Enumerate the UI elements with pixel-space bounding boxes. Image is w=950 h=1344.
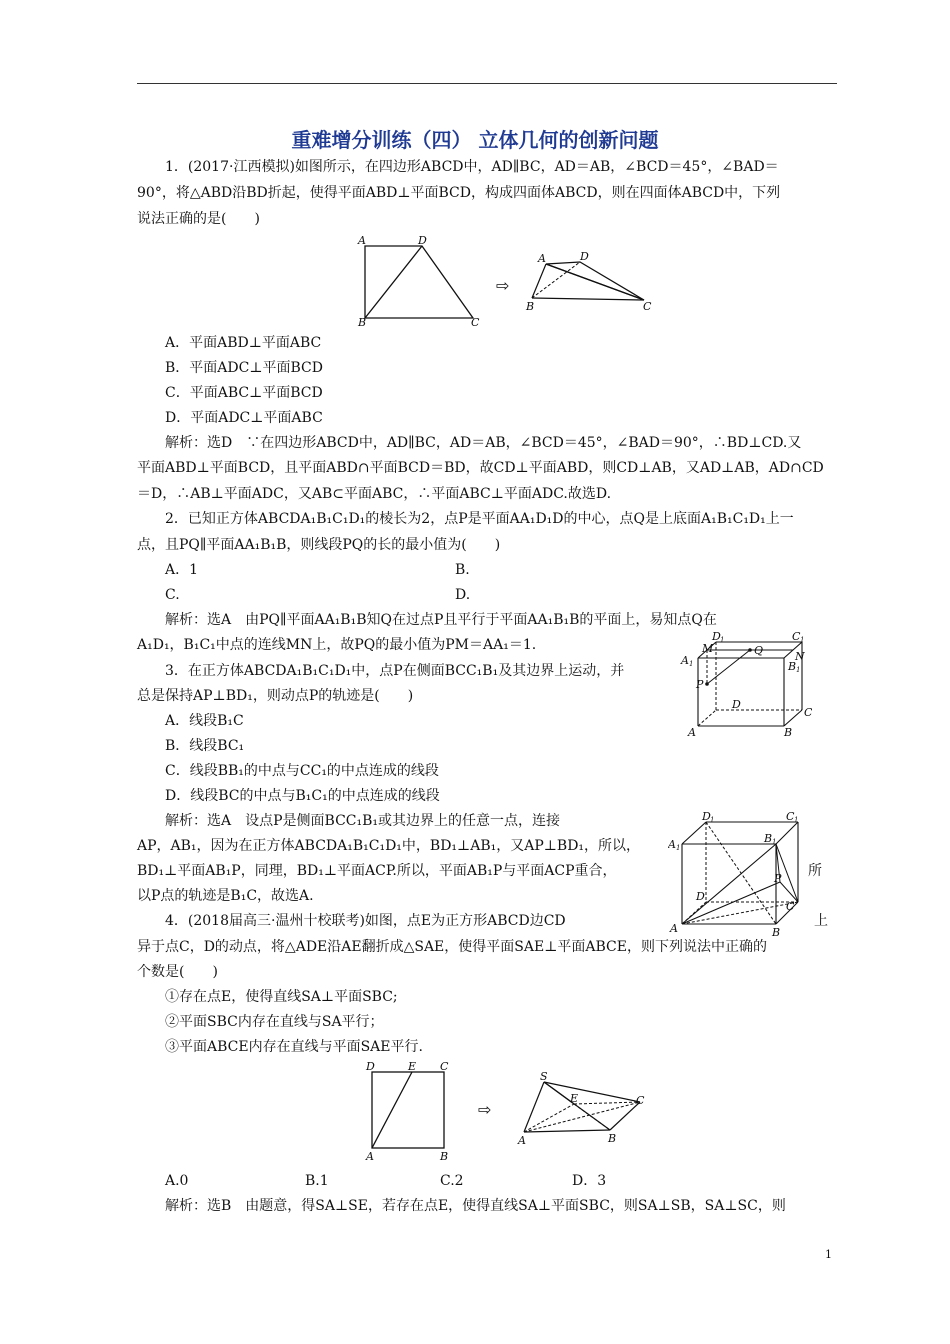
p1-line1: 1．(2017·江西模拟)如图所示，在四边形ABCD中，AD∥BC，AD＝AB，∠BCD＝45°，∠BAD＝ bbox=[165, 159, 779, 175]
p4-item-1: ①存在点E，使得直线SA⊥平面SBC; bbox=[165, 989, 398, 1005]
p3-line2: 总是保持AP⊥BD₁，则动点P的轨迹是( ) bbox=[137, 688, 414, 704]
p3-option-a: A．线段B₁C bbox=[165, 713, 244, 729]
p3-solution-line4: 以P点的轨迹是B₁C，故选A. bbox=[137, 888, 314, 904]
p4-line3: 个数是( ) bbox=[137, 964, 218, 980]
svg-text:D: D bbox=[366, 1060, 375, 1073]
svg-text:A: A bbox=[688, 726, 696, 739]
svg-text:B: B bbox=[788, 660, 797, 673]
p4-option-a: A.0 bbox=[165, 1173, 189, 1189]
svg-text:B: B bbox=[526, 300, 535, 313]
figure-3-cube bbox=[668, 810, 808, 940]
p1-line2: 90°，将△ABD沿BD折起，使得平面ABD⊥平面BCD，构成四面体ABCD，则在四面体ABCD中，下列 bbox=[137, 185, 781, 201]
p2-option-a: A．1 bbox=[165, 562, 199, 578]
svg-text:C: C bbox=[786, 810, 795, 823]
arrow-icon: ⇨ bbox=[478, 1100, 492, 1119]
svg-text:N: N bbox=[795, 650, 805, 663]
svg-text:A: A bbox=[670, 922, 678, 935]
svg-text:D: D bbox=[712, 630, 721, 643]
p4-option-b: B.1 bbox=[305, 1173, 329, 1189]
svg-text:D: D bbox=[702, 810, 711, 823]
svg-text:D: D bbox=[732, 698, 741, 711]
svg-text:A: A bbox=[668, 838, 676, 851]
svg-text:1: 1 bbox=[800, 636, 805, 644]
svg-text:1: 1 bbox=[720, 636, 725, 644]
svg-text:B: B bbox=[358, 316, 367, 328]
svg-text:M: M bbox=[702, 642, 714, 655]
svg-text:C: C bbox=[471, 316, 480, 328]
svg-text:A: A bbox=[538, 252, 546, 265]
svg-text:1: 1 bbox=[676, 844, 681, 852]
figure-4-square bbox=[362, 1060, 458, 1164]
p1-solution-line1: 解析：选D ∵在四边形ABCD中，AD∥BC，AD＝AB，∠BCD＝45°，∠BAD＝90°，∴BD⊥CD.又 bbox=[165, 435, 802, 451]
p4-option-d: D．3 bbox=[572, 1173, 607, 1189]
p2-option-d: D. bbox=[455, 587, 471, 603]
svg-text:C: C bbox=[636, 1094, 645, 1107]
svg-text:C: C bbox=[643, 300, 652, 313]
p3-option-c: C．线段BB₁的中点与CC₁的中点连成的线段 bbox=[165, 763, 439, 779]
p3-solution-line3: BD₁⊥平面AB₁P，同理，BD₁⊥平面ACP.所以，平面AB₁P与平面ACP重合， bbox=[137, 863, 617, 879]
page-title: 重难增分训练（四） 立体几何的创新问题 bbox=[291, 128, 659, 152]
header-rule bbox=[137, 83, 837, 84]
svg-text:D: D bbox=[580, 250, 589, 263]
svg-text:1: 1 bbox=[772, 838, 777, 846]
p2-solution-line1: 解析：选A 由PQ∥平面AA₁B₁B知Q在过点P且平行于平面AA₁B₁B的平面上，易知点Q在 bbox=[165, 612, 717, 628]
svg-text:A: A bbox=[366, 1150, 374, 1163]
page-number: 1 bbox=[825, 1248, 832, 1261]
p3-solution-line2: AP，AB₁，因为在正方体ABCDA₁B₁C₁D₁中，BD₁⊥AB₁，又AP⊥BD₁，所以， bbox=[137, 838, 641, 854]
svg-text:B: B bbox=[784, 726, 793, 739]
p3-solution-line3-tail: 所 bbox=[808, 863, 822, 879]
svg-text:S: S bbox=[540, 1070, 548, 1083]
p2-option-c: C. bbox=[165, 587, 180, 603]
svg-text:B: B bbox=[764, 832, 773, 845]
svg-text:A: A bbox=[681, 654, 689, 667]
svg-text:B: B bbox=[608, 1132, 617, 1145]
p1-option-d: D．平面ADC⊥平面ABC bbox=[165, 410, 323, 426]
svg-text:1: 1 bbox=[710, 816, 715, 824]
svg-text:E: E bbox=[570, 1092, 579, 1105]
p4-item-3: ③平面ABCE内存在直线与平面SAE平行. bbox=[165, 1039, 423, 1055]
svg-text:C: C bbox=[792, 630, 801, 643]
p1-line3: 说法正确的是( ) bbox=[137, 211, 260, 227]
p1-option-b: B．平面ADC⊥平面BCD bbox=[165, 360, 323, 376]
svg-text:A: A bbox=[358, 234, 366, 247]
p4-line1-tail: 上 bbox=[814, 913, 828, 929]
svg-text:1: 1 bbox=[689, 660, 694, 668]
p4-line2: 异于点C，D的动点，将△ADE沿AE翻折成△SAE，使得平面SAE⊥平面ABCE，则下列说法中正确的 bbox=[137, 939, 767, 955]
p2-line1: 2．已知正方体ABCDA₁B₁C₁D₁的棱长为2，点P是平面AA₁D₁D的中心，点Q是上底面A₁B₁C₁D₁上一 bbox=[165, 511, 794, 527]
p4-item-2: ②平面SBC内存在直线与SA平行； bbox=[165, 1014, 384, 1030]
figure-2-cube bbox=[678, 630, 812, 742]
svg-text:C: C bbox=[786, 900, 795, 913]
svg-text:P: P bbox=[774, 872, 782, 885]
svg-text:C: C bbox=[804, 706, 812, 719]
arrow-icon: ⇨ bbox=[496, 276, 510, 295]
svg-text:P: P bbox=[696, 678, 704, 691]
p1-solution-line3: ＝D，∴AB⊥平面ADC，又AB⊂平面ABC，∴平面ABC⊥平面ADC.故选D. bbox=[137, 486, 612, 502]
figure-4-folded bbox=[512, 1068, 652, 1148]
svg-text:1: 1 bbox=[796, 666, 801, 674]
p2-line2: 点，且PQ∥平面AA₁B₁B，则线段PQ的长的最小值为( ) bbox=[137, 537, 501, 553]
svg-text:1: 1 bbox=[794, 816, 799, 824]
svg-text:D: D bbox=[418, 234, 427, 247]
p3-option-b: B．线段BC₁ bbox=[165, 738, 245, 754]
p2-option-b: B. bbox=[455, 562, 470, 578]
p3-option-d: D．线段BC的中点与B₁C₁的中点连成的线段 bbox=[165, 788, 440, 804]
p4-line1: 4．(2018届高三·温州十校联考)如图，点E为正方形ABCD边CD bbox=[165, 913, 566, 929]
p3-line1: 3．在正方体ABCDA₁B₁C₁D₁中，点P在侧面BCC₁B₁及其边界上运动，并 bbox=[165, 663, 625, 679]
svg-text:Q: Q bbox=[754, 644, 764, 657]
svg-text:B: B bbox=[440, 1150, 449, 1163]
svg-text:B: B bbox=[772, 926, 781, 939]
p1-solution-line2: 平面ABD⊥平面BCD，且平面ABD∩平面BCD＝BD，故CD⊥平面ABD，则CD⊥AB，又AD⊥AB，AD∩CD bbox=[137, 460, 824, 476]
p1-option-c: C．平面ABC⊥平面BCD bbox=[165, 385, 323, 401]
svg-text:C: C bbox=[440, 1060, 449, 1073]
svg-text:D: D bbox=[696, 890, 705, 903]
p2-solution-line2: A₁D₁，B₁C₁中点的连线MN上，故PQ的最小值为PM＝AA₁＝1. bbox=[137, 637, 537, 653]
svg-text:E: E bbox=[408, 1060, 417, 1073]
p3-solution-line1: 解析：选A 设点P是侧面BCC₁B₁或其边界上的任意一点，连接 bbox=[165, 813, 561, 829]
figure-1-tetrahedron bbox=[520, 248, 660, 318]
p1-option-a: A．平面ABD⊥平面ABC bbox=[165, 335, 322, 351]
p4-option-c: C.2 bbox=[440, 1173, 464, 1189]
p4-solution-line1: 解析：选B 由题意，得SA⊥SE，若存在点E，使得直线SA⊥平面SBC，则SA⊥SB，SA⊥SC，则 bbox=[165, 1198, 786, 1214]
svg-text:A: A bbox=[518, 1134, 526, 1147]
figure-1-quadrilateral bbox=[350, 232, 490, 328]
